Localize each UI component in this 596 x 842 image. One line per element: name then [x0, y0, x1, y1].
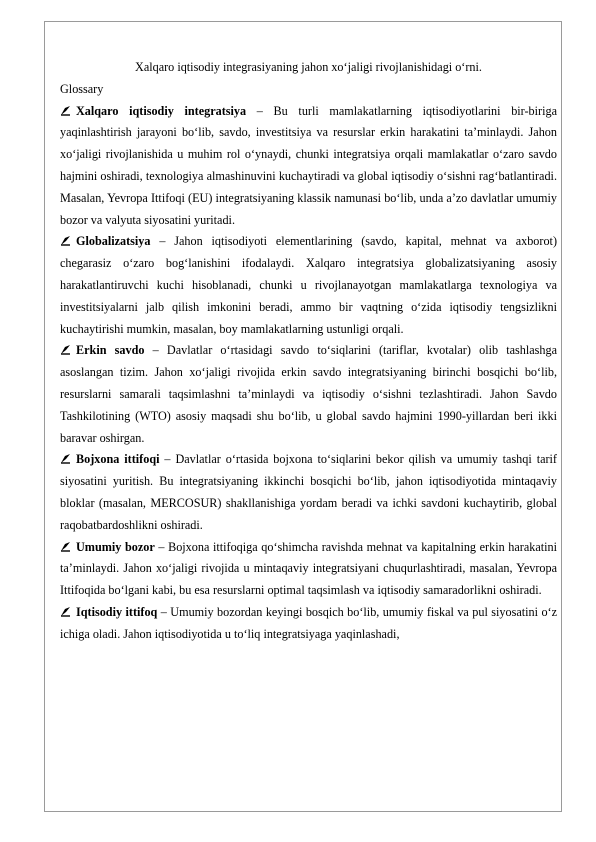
bullet-icon	[60, 340, 76, 362]
entry-text: – Bojxona ittifoqiga qo‘shimcha ravishda mehnat va kapitalning erkin harakatini ta’minlaydi. Jahon xo‘jaligi rivojida u mintaqaviy integratsiyani chuqurlashtiradi, masalan, Yevropa Ittifoqida bo‘lgani kabi, bu esa resurslarni optimal taqsimlash va iqtisodiy samaradorlikni oshiradi.	[60, 539, 557, 598]
entry-term: Globalizatsiya	[76, 234, 151, 249]
glossary-entry	[60, 340, 557, 449]
bullet-icon	[60, 101, 76, 123]
glossary-entry	[60, 537, 557, 602]
entry-text: – Umumiy bozordan keyingi bosqich bo‘lib, umumiy fiskal va pul siyosatini o‘z ichiga oladi. Jahon iqtisodiyotida u to‘liq integratsiyaga yaqinlashadi,	[60, 604, 558, 641]
entry-term: Erkin savdo	[76, 343, 145, 358]
entry-text: – Jahon iqtisodiyoti elementlarining (savdo, kapital, mehnat va axborot) chegarasiz o‘zaro bog‘lanishini ifodalaydi. Xalqaro integratsiya globalizatsiyaning asosiy harakatlantiruvchi kuchi hisoblanadi, chunki u rivojlanayotgan mamlakatlarga texnologiya va investitsiyalarni jalb qilish imkonini beradi, ammo bir vaqtning o‘zida iqtisodiy tengsizlikni kuchaytirishi mumkin, masalan, boy mamlakatlarning ustunligi orqali.	[60, 234, 557, 336]
entry-text: – Bu turli mamlakatlarning iqtisodiyotlarini bir-biriga yaqinlashtirish jarayoni bo‘lib, savdo, investitsiya va resurslar erkin harakatini ta’minlaydi. Jahon xo‘jaligi rivojlanishida u muhim rol o‘ynaydi, chunki integratsiya orqali mamlakatlar o‘zaro savdo hajmini oshiradi, texnologiya almashinuvini kuchaytiradi va global iqtisodiy o‘sishni rag‘batlantiradi. Masalan, Yevropa Ittifoqi (EU) integratsiyaning klassik namunasi bo‘lib, unda a’zo davlatlar umumiy bozor va valyuta siyosatini yuritadi.	[60, 103, 557, 227]
entry-text: – Davlatlar o‘rtasida bojxona to‘siqlarini bekor qilish va umumiy tashqi tarif siyosatini yuritish. Bu integratsiyaning ikkinchi bosqichi bo‘lib, jahon iqtisodiyotida mintaqaviy bloklar (masalan, MERCOSUR) shakllanishiga yordam beradi va ichki savdoni kuchaytirib, global raqobatbardoshlikni oshiradi.	[60, 452, 557, 532]
bullet-icon	[60, 602, 76, 624]
bullet-icon	[60, 537, 76, 559]
entry-text: – Davlatlar o‘rtasidagi savdo to‘siqlarini (tariflar, kvotalar) olib tashlashga asoslangan tizim. Jahon xo‘jaligi rivojida erkin savdo integratsiyaning birinchi bosqichi bo‘lib, resurslarni samarali taqsimlashni ta’minlaydi va iqtisodiy o‘sishni tezlashtiradi. Jahon Savdo Tashkilotining (WTO) asosiy maqsadi shu bo‘lib, u global savdo hajmini 1990-yillardan beri ikki baravar oshirgan.	[60, 343, 557, 445]
document-body	[60, 57, 557, 646]
entry-term: Iqtisodiy ittifoq	[76, 604, 158, 619]
glossary-entry	[60, 101, 557, 232]
glossary-heading: Glossary	[60, 81, 104, 96]
entry-term: Umumiy bozor	[76, 539, 155, 554]
document-title: Xalqaro iqtisodiy integrasiyaning jahon xo‘jaligi rivojlanishidagi o‘rni.	[135, 60, 482, 74]
glossary-entry	[60, 602, 557, 646]
bullet-icon	[60, 449, 76, 471]
bullet-icon	[60, 231, 76, 253]
entry-term: Xalqaro iqtisodiy integratsiya	[76, 103, 247, 118]
glossary-entry	[60, 231, 557, 340]
glossary-entry	[60, 449, 557, 536]
entry-term: Bojxona ittifoqi	[76, 452, 160, 467]
